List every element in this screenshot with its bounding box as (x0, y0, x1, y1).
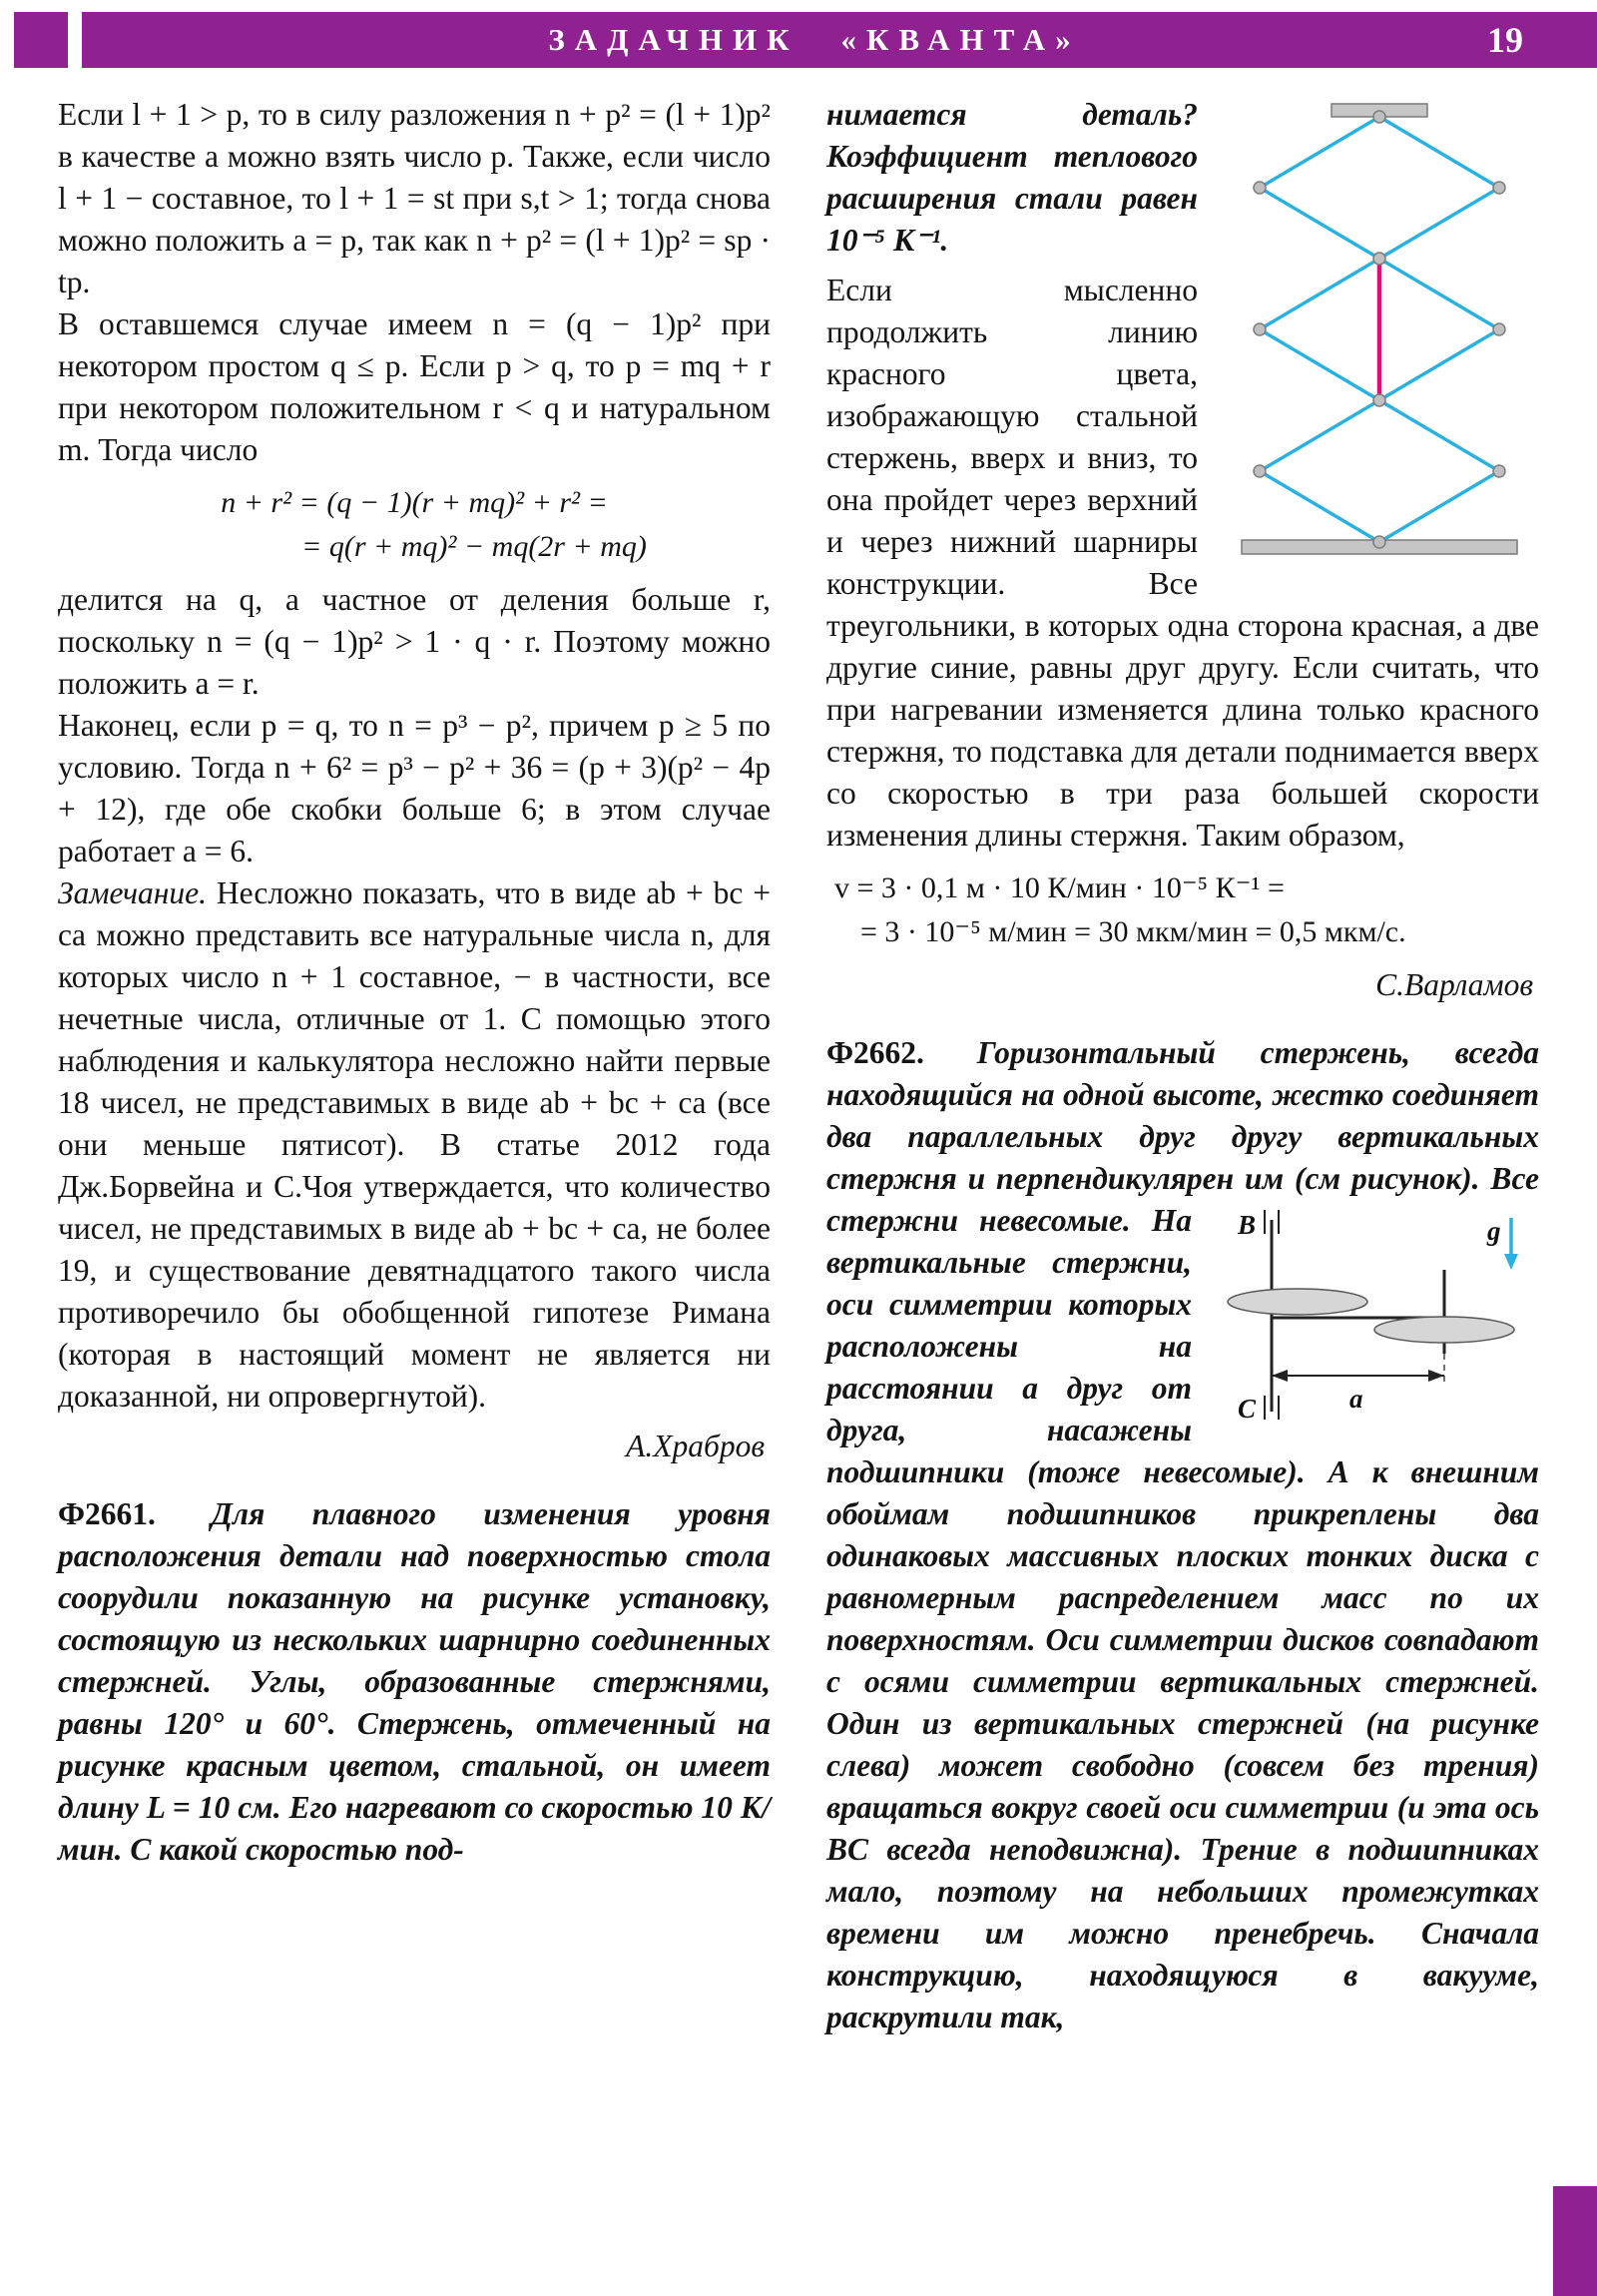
solution-paragraph: делится на q, а частное от деления больше r, поскольку n = (q − 1)p² > 1 · q · r. Поэтому можно положить a = r. (58, 582, 771, 701)
display-formula (826, 866, 1539, 954)
formula-line: = 3 · 10⁻⁵ м/мин = 30 мкм/мин = 0,5 мкм/с. (860, 915, 1406, 948)
scissor-linkage-drawing (1220, 96, 1539, 565)
problem-text: Для плавного изменения уровня расположения детали над поверхностью стола соорудили показанную на рисунке установку, состоящую из нескольких шарнирно соединенных стержней. Углы, образованные стержнями, равны 120° и 60°. Стержень, отмеченный на рисунке красным цветом, стальной, он имеет длину L = 10 см. Его нагревают со скоростью 10 К/мин. С какой скоростью под- (58, 1496, 771, 1867)
formula-line: v = 3 · 0,1 м · 10 К/мин · 10⁻⁵ К⁻¹ = (834, 871, 1285, 904)
section-title: ЗАДАЧНИК «КВАНТА» (548, 22, 1081, 57)
hinge-dot (1373, 536, 1385, 548)
page-content (58, 94, 1539, 2038)
rods-disks-drawing (1210, 1206, 1539, 1440)
page-number: 19 (1487, 20, 1523, 60)
hinge-dot (1254, 182, 1266, 194)
display-formula (58, 481, 771, 569)
disk-left (1228, 1289, 1367, 1315)
hinge-dot (1373, 111, 1385, 123)
formula-line: n + r² = (q − 1)(r + mq)² + r² = (221, 486, 608, 519)
page-corner-tab (1553, 2186, 1597, 2296)
solution-paragraph: В оставшемся случае имеем n = (q − 1)p² при некотором простом q ≤ p. Если p > q, то p = mq + r при некотором положительном r < q и натуральном m. Тогда число (58, 306, 771, 467)
label-a: a (1349, 1384, 1363, 1414)
problem-text: Горизонтальный стержень, всегда находящийся на одной высоте, жестко соединяет два параллельных друг другу вертикальных стержня и перпендикулярен им (см рисунок). Все стержни невесомые. (826, 1035, 1539, 1238)
header-band (82, 12, 1597, 68)
hinge-dot (1254, 323, 1266, 335)
hinge-dot (1493, 323, 1505, 335)
hinge-dot (1254, 465, 1266, 477)
author-signature: С.Варламов (1375, 967, 1533, 1002)
remark-label: Замечание. (58, 875, 208, 910)
hinge-dot (1373, 394, 1385, 406)
author-signature: А.Храбров (626, 1429, 765, 1463)
disk-right (1374, 1317, 1514, 1343)
problem-f2662 (826, 1032, 1539, 2038)
problem-f2661 (58, 1493, 771, 1871)
solution-paragraph: Если мысленно продолжить линию красного цвета, изображающую стальной стержень, вверх и вниз, то она пройдет через верхний и через нижний шарниры конструкции. Все треугольники, в которых одна сторона красная, а две другие синие, равны друг другу. Если считать, что при нагревании изменяется длина только красного стержня, то подставка для детали поднимается вверх со скоростью в три раза большей скорости изменения длины стержня. Таким образом, (826, 273, 1539, 853)
figure-rods-and-disks (1210, 1206, 1539, 1443)
hinge-dot (1493, 182, 1505, 194)
solution-paragraph: Если l + 1 > p, то в силу разложения n + p² = (l + 1)p² в качестве a можно взять число p. Также, если число l + 1 − составное, то l + 1 = st при s,t > 1; тогда снова можно положить a = p, так как n + p² = (l + 1)p² = sp · tp. (58, 97, 771, 299)
hinge-dot (1493, 465, 1505, 477)
dimension-arrowhead-right (1428, 1370, 1444, 1382)
right-column (826, 94, 1539, 2038)
header-left-block (14, 12, 68, 68)
rhombus-link (1260, 117, 1499, 259)
solution-paragraph: Наконец, если p = q, то n = p³ − p², причем p ≥ 5 по условию. Тогда n + 6² = p³ − p² + 36 = (p + 3)(p² − 4p + 12), где обе скобки больше 6; в этом случае работает a = 6. (58, 708, 771, 868)
figure-scissor-linkage (1220, 96, 1539, 570)
dimension-arrowhead-left (1272, 1370, 1288, 1382)
remark-paragraph (58, 872, 771, 1418)
problem-f2661-continuation: нимается деталь? Коэффициент теплового расширения стали равен 10⁻⁵ К⁻¹. (826, 97, 1198, 258)
rhombus-link (1260, 400, 1499, 542)
left-column (58, 94, 771, 2038)
label-c: C (1238, 1394, 1257, 1424)
remark-text: Несложно показать, что в виде ab + bc + ca можно представить все натуральные числа n, для которых число n + 1 составное, − в частности, все нечетные числа, отличные от 1. С помощью этого наблюдения и калькулятора несложно найти первые 18 чисел, не представимых в виде ab + bc + ca (все они меньше пятисот). В статье 2012 года Дж.Борвейна и С.Чоя утверждается, что количество чисел, не представимых в виде ab + bc + ca, не более 19, и существование девятнадцатого такого числа противоречило бы обобщенной гипотезе Римана (которая в настоящий момент не является ни доказанной, ни опровергнутой). (58, 875, 771, 1414)
problem-number: Ф2661. (58, 1496, 156, 1531)
formula-line: = q(r + mq)² − mq(2r + mq) (301, 530, 647, 563)
label-g: g (1487, 1216, 1501, 1246)
label-b: B (1238, 1210, 1257, 1240)
hinge-dot (1373, 253, 1385, 265)
problem-number: Ф2662. (826, 1035, 924, 1070)
problem-text: На вертикальные стержни, оси симметрии которых расположены на расстоянии a друг от друга, насажены подшипники (тоже невесомые). А к внешним обоймам подшипников прикреплены два одинаковых массивных плоских тонких диска с равномерным распределением масс по их поверхностям. Оси симметрии дисков совпадают с осями симметрии вертикальных стержней. Один из вертикальных стержней (на рисунке слева) может свободно (совсем без трения) вращаться вокруг своей оси симметрии (и эта ось BC всегда неподвижна). Трение в подшипниках мало, поэтому на небольших промежутках времени им можно пренебречь. Сначала конструкцию, находящуюся в вакууме, раскрутили так, (826, 1203, 1539, 2034)
gravity-arrowhead (1504, 1254, 1518, 1270)
page-header (0, 12, 1597, 68)
